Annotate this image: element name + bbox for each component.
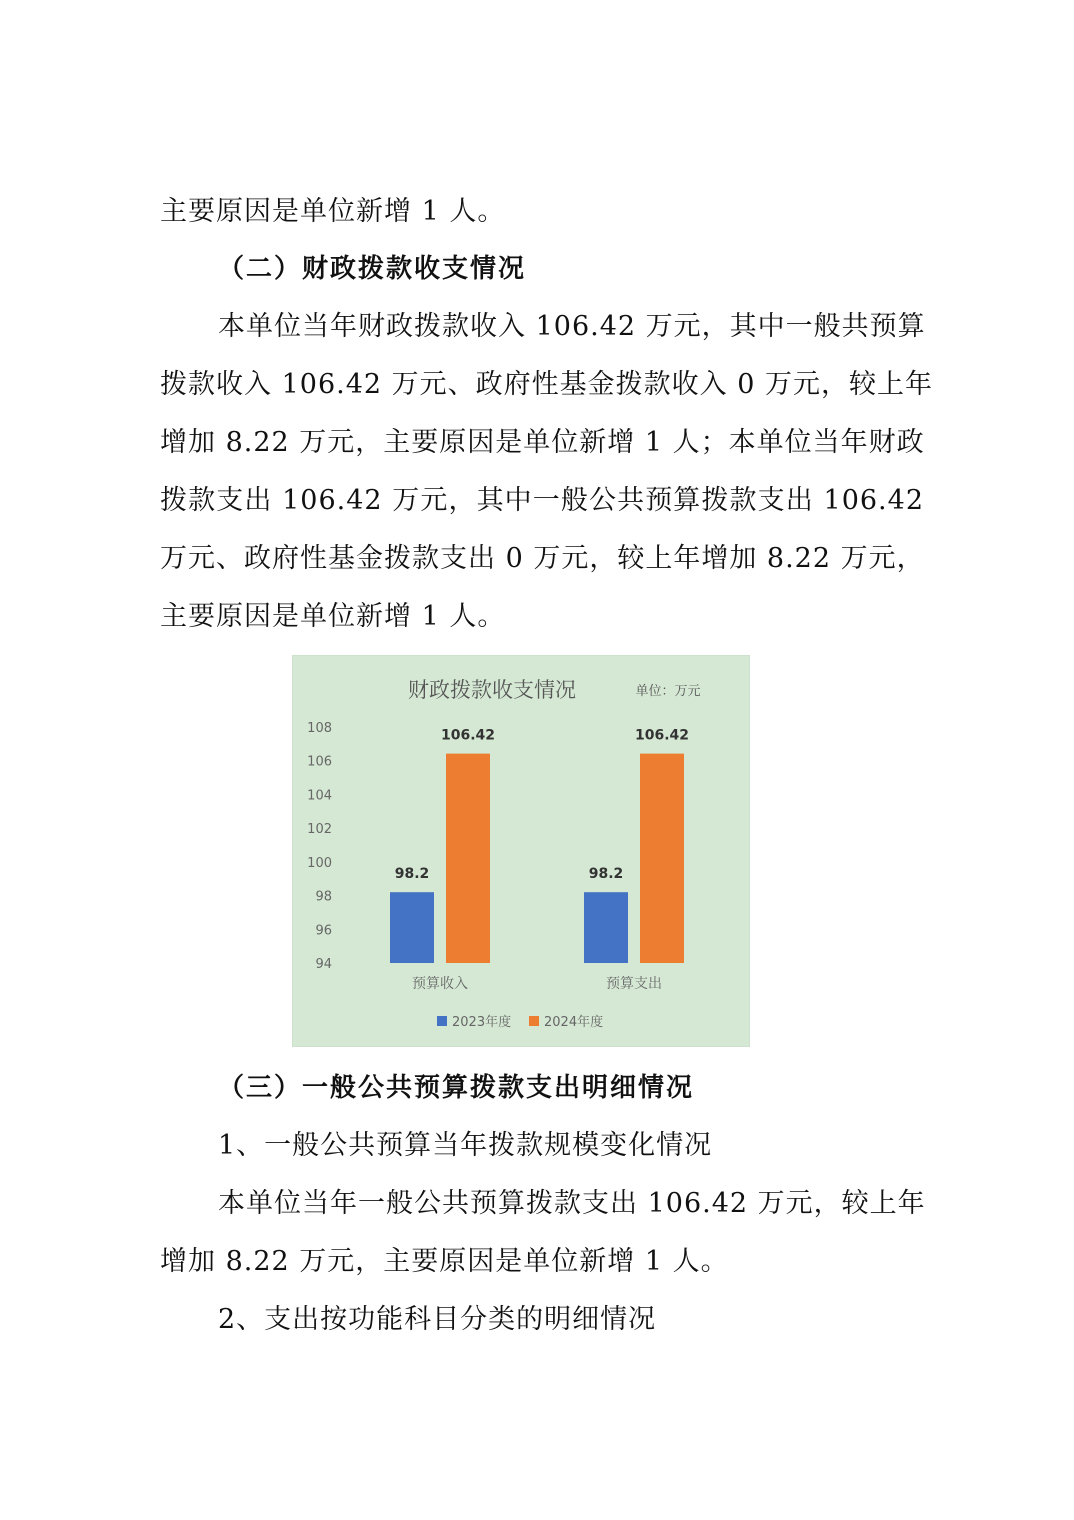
legend-entry: 2023年度 [452, 1015, 512, 1030]
paragraph-line: 拨款支出 106.42 万元，其中一般公共预算拨款支出 106.42 [160, 485, 924, 516]
y-tick-label: 94 [315, 957, 332, 972]
paragraph-line: 主要原因是单位新增 1 人。 [160, 196, 506, 227]
paragraph-line: 本单位当年财政拨款收入 106.42 万元，其中一般共预算 [218, 311, 926, 342]
fiscal-appropriation-chart [292, 655, 750, 1047]
bar-2023年度-预算收入 [390, 892, 434, 963]
y-tick-label: 100 [307, 855, 332, 871]
bar-2024年度-预算支出 [640, 754, 684, 963]
bar-data-label: 106.42 [440, 727, 496, 744]
legend-swatch [437, 1016, 447, 1026]
paragraph-line: 增加 8.22 万元，主要原因是单位新增 1 人。 [160, 1246, 729, 1277]
chart-svg [292, 655, 750, 1047]
section-heading-3: （三）一般公共预算拨款支出明细情况 [218, 1073, 695, 1103]
y-tick-label: 98 [315, 889, 332, 905]
subsection-heading-1: 1、一般公共预算当年拨款规模变化情况 [218, 1130, 713, 1161]
bar-data-label: 98.2 [394, 866, 430, 883]
paragraph-line: 万元、政府性基金拨款支出 0 万元，较上年增加 8.22 万元， [160, 543, 925, 574]
y-tick-label: 108 [307, 721, 332, 736]
bar-data-label: 106.42 [634, 727, 690, 744]
y-tick-label: 96 [315, 923, 332, 939]
y-tick-label: 106 [307, 754, 332, 770]
x-category-label: 预算收入 [412, 976, 468, 992]
bar-2023年度-预算支出 [584, 892, 628, 963]
paragraph-line: 本单位当年一般公共预算拨款支出 106.42 万元，较上年 [218, 1188, 926, 1219]
paragraph-line: 主要原因是单位新增 1 人。 [160, 601, 506, 632]
y-tick-label: 102 [307, 822, 332, 838]
y-tick-label: 104 [307, 788, 332, 804]
bar-2024年度-预算收入 [446, 754, 490, 963]
chart-title: 财政拨款收支情况 [408, 678, 576, 702]
legend-swatch [529, 1016, 539, 1026]
bar-data-label: 98.2 [588, 866, 624, 883]
paragraph-line: 增加 8.22 万元，主要原因是单位新增 1 人；本单位当年财政 [160, 427, 925, 458]
x-category-label: 预算支出 [606, 976, 662, 992]
legend-entry: 2024年度 [544, 1015, 604, 1030]
chart-unit-label: 单位：万元 [635, 684, 701, 699]
section-heading-2: （二）财政拨款收支情况 [218, 254, 527, 284]
paragraph-line: 拨款收入 106.42 万元、政府性基金拨款收入 0 万元，较上年 [160, 369, 933, 400]
subsection-heading-2: 2、支出按功能科目分类的明细情况 [218, 1304, 657, 1335]
